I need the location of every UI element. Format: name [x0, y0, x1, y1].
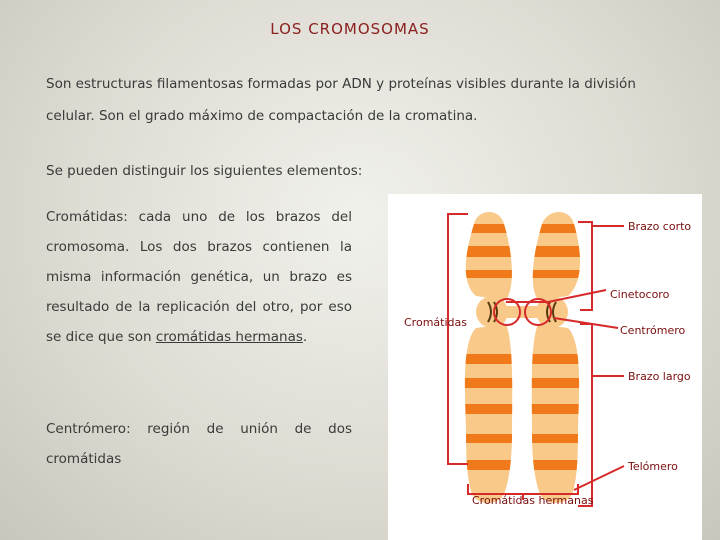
elements-intro: Se pueden distinguir los siguientes elementos:	[46, 163, 363, 179]
chromosome-figure	[388, 194, 702, 540]
centromero-definition: Centrómero: región de unión de dos cromátidas	[46, 421, 352, 467]
chromatid-right-upper	[518, 194, 598, 314]
chromatid-left-lower	[448, 314, 528, 514]
chromosome-diagram	[388, 194, 702, 540]
cromatidas-text-end: .	[302, 329, 308, 345]
label-brazo-corto: Brazo corto	[628, 220, 692, 233]
page-title: LOS CROMOSOMAS	[270, 20, 430, 38]
label-telomero: Telómero	[628, 460, 678, 473]
label-cromatidas: Cromátidas	[404, 316, 467, 329]
chromatid-left-upper	[448, 194, 528, 314]
label-cromatidas-hermanas: Cromátidas hermanas	[472, 494, 594, 507]
intro-paragraph: Son estructuras filamentosas formadas por ADN y proteínas visibles durante la división celular. Son el grado máximo de compactación de la cromatina.	[46, 76, 636, 124]
cromatidas-definition	[46, 202, 352, 352]
label-brazo-largo: Brazo largo	[628, 370, 691, 383]
label-cinetocoro: Cinetocoro	[610, 288, 670, 301]
cromatidas-text: Cromátidas: cada uno de los brazos del cromosoma. Los dos brazos contienen la misma información genética, un brazo es resultado de la replicación del otro, por eso se dice que son	[46, 209, 352, 345]
label-centromero: Centrómero	[620, 324, 686, 337]
cromatidas-hermanas-term: cromátidas hermanas	[155, 329, 303, 345]
